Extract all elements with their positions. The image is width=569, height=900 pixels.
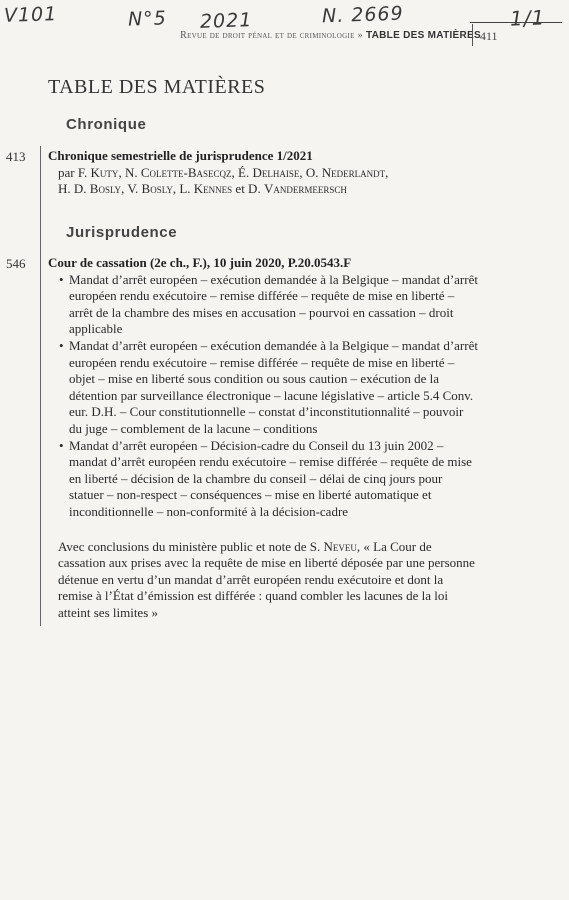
bullet-icon: • bbox=[59, 337, 64, 353]
author-text: , V. bbox=[121, 181, 139, 197]
vertical-rule bbox=[40, 146, 41, 626]
section-heading-jurisprudence: Jurisprudence bbox=[66, 224, 178, 241]
page-number-rule bbox=[472, 24, 473, 46]
author-name: Nederlandt bbox=[321, 164, 386, 180]
author-text: , N. bbox=[118, 164, 138, 180]
section-heading-chronique: Chronique bbox=[66, 116, 147, 133]
entry-page-number: 546 bbox=[6, 256, 26, 271]
author-text: , bbox=[385, 164, 389, 180]
note-author: Neveu bbox=[323, 538, 357, 554]
note-text: Avec conclusions du ministère public et note de S. bbox=[58, 538, 321, 554]
bullet-icon: • bbox=[59, 271, 64, 287]
keyword-item bbox=[59, 338, 478, 438]
header-section: TABLE DES MATIÈRES bbox=[365, 30, 481, 41]
entry-note bbox=[48, 539, 478, 622]
page-number: 411 bbox=[480, 29, 498, 43]
bullet-icon: • bbox=[59, 437, 64, 453]
entry-title[interactable]: Chronique semestrielle de jurisprudence 1/2021 bbox=[48, 148, 313, 163]
journal-name: Revue de droit pénal et de criminologie bbox=[180, 30, 355, 41]
author-name: Bosly bbox=[89, 181, 122, 197]
running-header bbox=[180, 30, 481, 41]
handwritten-year: 2021 bbox=[199, 9, 253, 33]
handwritten-number: N. 2669 bbox=[321, 2, 405, 28]
handwritten-issue: N°5 bbox=[127, 7, 168, 31]
author-text: et D. bbox=[235, 181, 261, 197]
handwritten-underline bbox=[470, 22, 562, 23]
header-separator: » bbox=[357, 30, 363, 41]
keyword-text: Mandat d’arrêt européen – exécution demandée à la Belgique – mandat d’arrêt européen rendu exécutoire – remise différée – requête de mise en liberté – objet – mise en liberté sous condition ou sous caution – exécution de la détention par surveillance électronique – lacune législative – article 5.4 Conv. eur. D.H. – Cour constitutionnelle – constat d’inconstitutionnalité – pouvoir du juge – comblement de la lacune – conditions bbox=[69, 337, 478, 436]
entry-authors bbox=[48, 165, 478, 198]
keyword-list bbox=[48, 272, 478, 521]
toc-entry-chronique[interactable] bbox=[48, 148, 478, 198]
author-name: Kuty bbox=[90, 164, 119, 180]
author-name: Kennes bbox=[193, 181, 233, 197]
author-name: Delhaise bbox=[252, 164, 300, 180]
entry-title[interactable]: Cour de cassation (2e ch., F.), 10 juin 2020, P.20.0543.F bbox=[48, 255, 352, 270]
author-text: H. D. bbox=[58, 181, 87, 197]
author-text: , O. bbox=[299, 164, 319, 180]
toc-entry-jurisprudence[interactable] bbox=[48, 255, 478, 621]
entry-page-number: 413 bbox=[6, 149, 26, 164]
keyword-item bbox=[59, 438, 478, 521]
author-name: Vandermeersch bbox=[263, 181, 347, 197]
keyword-text: Mandat d’arrêt européen – Décision-cadre du Conseil du 13 juin 2002 – mandat d’arrêt européen rendu exécutoire – remise différée – requête de mise en liberté – décision de la chambre du conseil – délai de cinq jours pour statuer – non-respect – conséquences – mise en liberté automatique et inconditionnelle – non-conformité à la décision-cadre bbox=[69, 437, 472, 519]
author-text: par F. bbox=[58, 164, 88, 180]
note-text: , « La Cour de cassation aux prises avec la requête de mise en liberté déposée par une personne détenue en vertu d’un mandat d’arrêt européen rendu exécutoire et dont la remise à l’État d’émission est différée : quand combler les lacunes de la loi atteint ses limites » bbox=[58, 538, 475, 620]
keyword-item bbox=[59, 272, 478, 338]
handwritten-ref: V101 bbox=[3, 3, 58, 27]
author-text: , L. bbox=[172, 181, 191, 197]
keyword-text: Mandat d’arrêt européen – exécution demandée à la Belgique – mandat d’arrêt européen rendu exécutoire – remise différée – requête de mise en liberté – arrêt de la chambre des mises en accusation – pourvoi en cassation – droit applicable bbox=[69, 271, 478, 337]
author-name: Bosly bbox=[141, 181, 173, 197]
handwritten-fraction: 1/1 bbox=[509, 5, 546, 31]
author-text: , É. bbox=[231, 164, 250, 180]
page-title: TABLE DES MATIÈRES bbox=[48, 76, 266, 98]
author-name: Colette-Basecqz bbox=[140, 164, 232, 180]
